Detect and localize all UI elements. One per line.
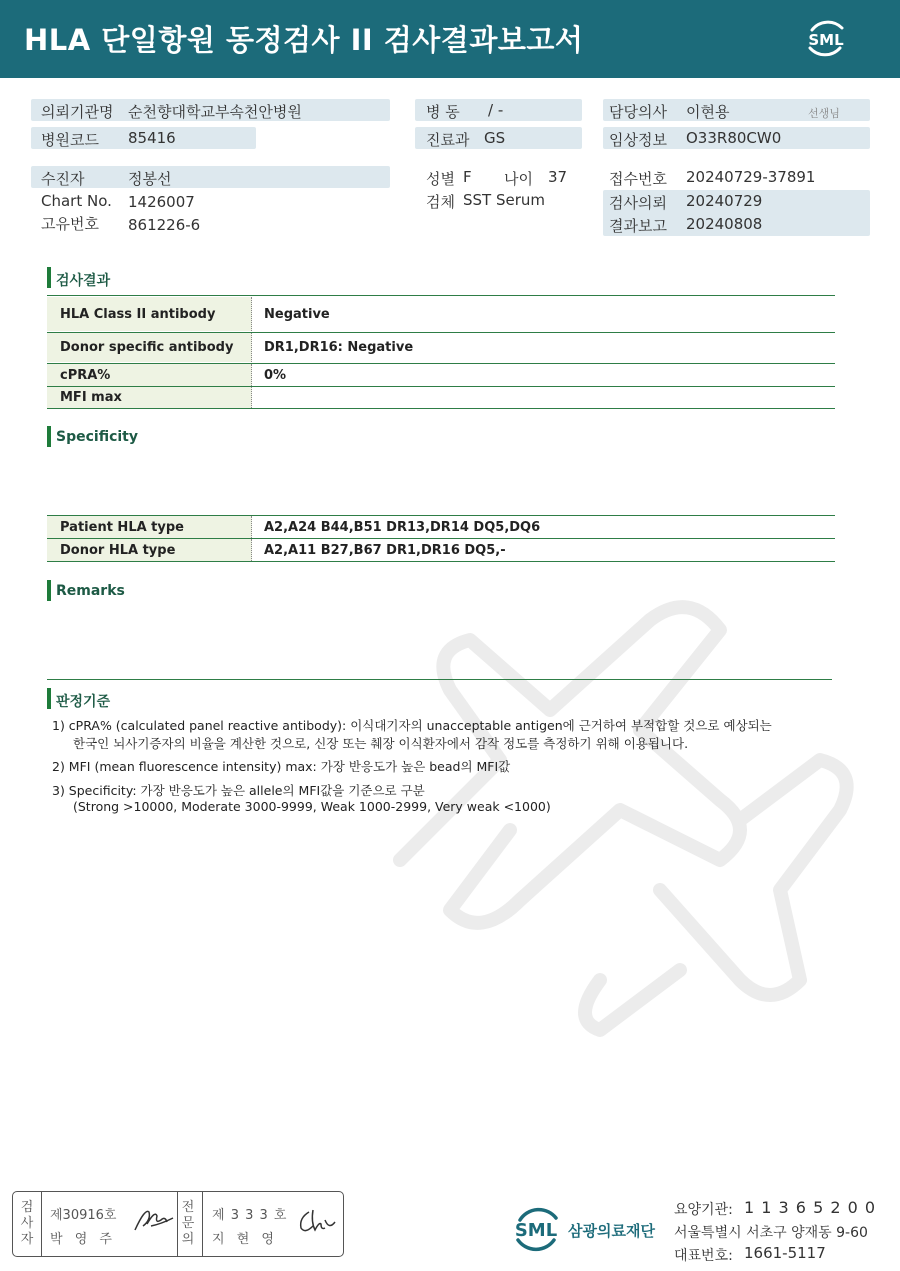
specialist-vertical-label	[181, 1200, 195, 1248]
organization-address: 서울특별시 서초구 양재동 9-60	[674, 1225, 868, 1241]
criteria-line: 1) cPRA% (calculated panel reactive antibody): 이식대기자의 unacceptable antigen에 근거하여 부적합할 것으로 예상되는	[52, 718, 772, 733]
patient-field-bg	[31, 166, 390, 188]
age-value: 37	[548, 168, 568, 186]
criteria-top-rule	[47, 679, 832, 680]
institution-label: 의뢰기관명	[41, 103, 114, 121]
unique-label: 고유번호	[41, 215, 99, 233]
hospital-code-value: 85416	[128, 129, 176, 147]
patient-label: 수진자	[41, 170, 85, 188]
result-row-label: HLA Class II antibody	[47, 297, 252, 331]
criteria-line: 한국인 뇌사기증자의 비율을 계산한 것으로, 신장 또는 췌장 이식환자에서 감작 정도를 측정하기 위해 이용됩니다.	[73, 736, 689, 751]
results-top-rule	[47, 295, 835, 296]
request-value: 20240729	[686, 192, 763, 210]
age-label: 나이	[504, 170, 533, 188]
examiner-vertical-label	[20, 1200, 34, 1248]
report-label: 결과보고	[609, 217, 667, 235]
patient-value: 정봉선	[128, 170, 172, 188]
ward-value: / -	[488, 101, 504, 119]
doctor-label: 담당의사	[609, 103, 667, 121]
specialist-signature-icon	[295, 1206, 339, 1236]
criteria-line: (Strong >10000, Moderate 3000-9999, Weak 1000-2999, Very weak <1000)	[73, 799, 551, 814]
criteria-section-marker	[47, 688, 51, 709]
request-label: 검사의뢰	[609, 194, 667, 212]
results-section-marker	[47, 267, 51, 288]
chart-value: 1426007	[128, 193, 195, 211]
result-row-value: 0%	[264, 367, 287, 383]
result-row-label: cPRA%	[47, 364, 252, 386]
sml-logo-icon	[802, 14, 850, 62]
specimen-value: SST Serum	[463, 191, 546, 209]
specialist-name: 지 현 영	[212, 1232, 278, 1247]
phone-label: 대표번호:	[674, 1248, 733, 1264]
logo-text: SML	[808, 31, 844, 49]
examiner-char: 자	[20, 1232, 34, 1247]
result-row-value: Negative	[264, 306, 330, 322]
sex-value: F	[463, 168, 472, 186]
care-institution-number: 1 1 3 6 5 2 0 0	[744, 1198, 877, 1217]
remarks-section-title: Remarks	[56, 583, 125, 599]
phone-number: 1661-5117	[744, 1244, 826, 1262]
hla-row-value: A2,A24 B44,B51 DR13,DR14 DQ5,DQ6	[264, 519, 541, 535]
result-row-value	[252, 387, 835, 408]
signature-box	[12, 1191, 344, 1257]
hla-row-label: Donor HLA type	[47, 539, 252, 561]
result-row-label: Donor specific antibody	[47, 333, 252, 362]
result-row-label: MFI max	[47, 387, 252, 408]
institution-value: 순천향대학교부속천안병원	[128, 103, 302, 121]
clinical-value: O33R80CW0	[686, 129, 782, 147]
department-label: 진료과	[426, 131, 470, 149]
footer-logo-text: SML	[514, 1220, 558, 1241]
specificity-section-marker	[47, 426, 51, 447]
chart-label: Chart No.	[41, 192, 112, 210]
criteria-line: 3) Specificity: 가장 반응도가 높은 allele의 MFI값을 기준으로 구분	[52, 783, 425, 798]
criteria-line: 2) MFI (mean fluorescence intensity) max: 가장 반응도가 높은 bead의 MFI값	[52, 759, 511, 774]
ward-label: 병 동	[426, 103, 460, 121]
sex-label: 성별	[426, 170, 455, 188]
examiner-signature-icon	[131, 1206, 175, 1236]
care-institution-label: 요양기관:	[674, 1202, 733, 1218]
specialist-number: 제 3 3 3 호	[212, 1208, 288, 1223]
stamp-divider	[177, 1192, 178, 1256]
specialist-char: 의	[181, 1232, 195, 1247]
organization-name: 삼광의료재단	[568, 1222, 655, 1240]
results-section-title: 검사결과	[56, 273, 111, 289]
hla-row-value: A2,A11 B27,B67 DR1,DR16 DQ5,-	[264, 542, 506, 558]
department-value: GS	[484, 129, 506, 147]
stamp-divider	[202, 1192, 203, 1256]
doctor-suffix: 선생님	[808, 107, 840, 120]
hospital-code-label: 병원코드	[41, 131, 99, 149]
specimen-label: 검체	[426, 193, 455, 211]
examiner-char: 검	[20, 1200, 34, 1215]
examiner-char: 사	[20, 1216, 34, 1231]
clinical-label: 임상정보	[609, 131, 667, 149]
criteria-section-title: 판정기준	[56, 694, 111, 710]
examiner-number: 제30916호	[50, 1208, 117, 1223]
report-value: 20240808	[686, 215, 763, 233]
hla-bottom-rule	[47, 561, 835, 562]
specialist-char: 문	[181, 1216, 195, 1231]
receipt-label: 접수번호	[609, 170, 667, 188]
result-row-value: DR1,DR16: Negative	[264, 340, 414, 355]
sml-footer-logo-icon	[508, 1200, 564, 1256]
doctor-value: 이현용	[686, 103, 730, 121]
specificity-section-title: Specificity	[56, 429, 138, 445]
remarks-section-marker	[47, 580, 51, 601]
unique-value: 861226-6	[128, 216, 201, 234]
specialist-char: 전	[181, 1200, 195, 1215]
receipt-value: 20240729-37891	[686, 168, 816, 186]
report-title: HLA 단일항원 동정검사 II 검사결과보고서	[24, 23, 584, 57]
results-bottom-rule	[47, 408, 835, 409]
hla-row-label: Patient HLA type	[47, 516, 252, 538]
examiner-name: 박 영 주	[50, 1232, 116, 1247]
stamp-divider	[41, 1192, 42, 1256]
